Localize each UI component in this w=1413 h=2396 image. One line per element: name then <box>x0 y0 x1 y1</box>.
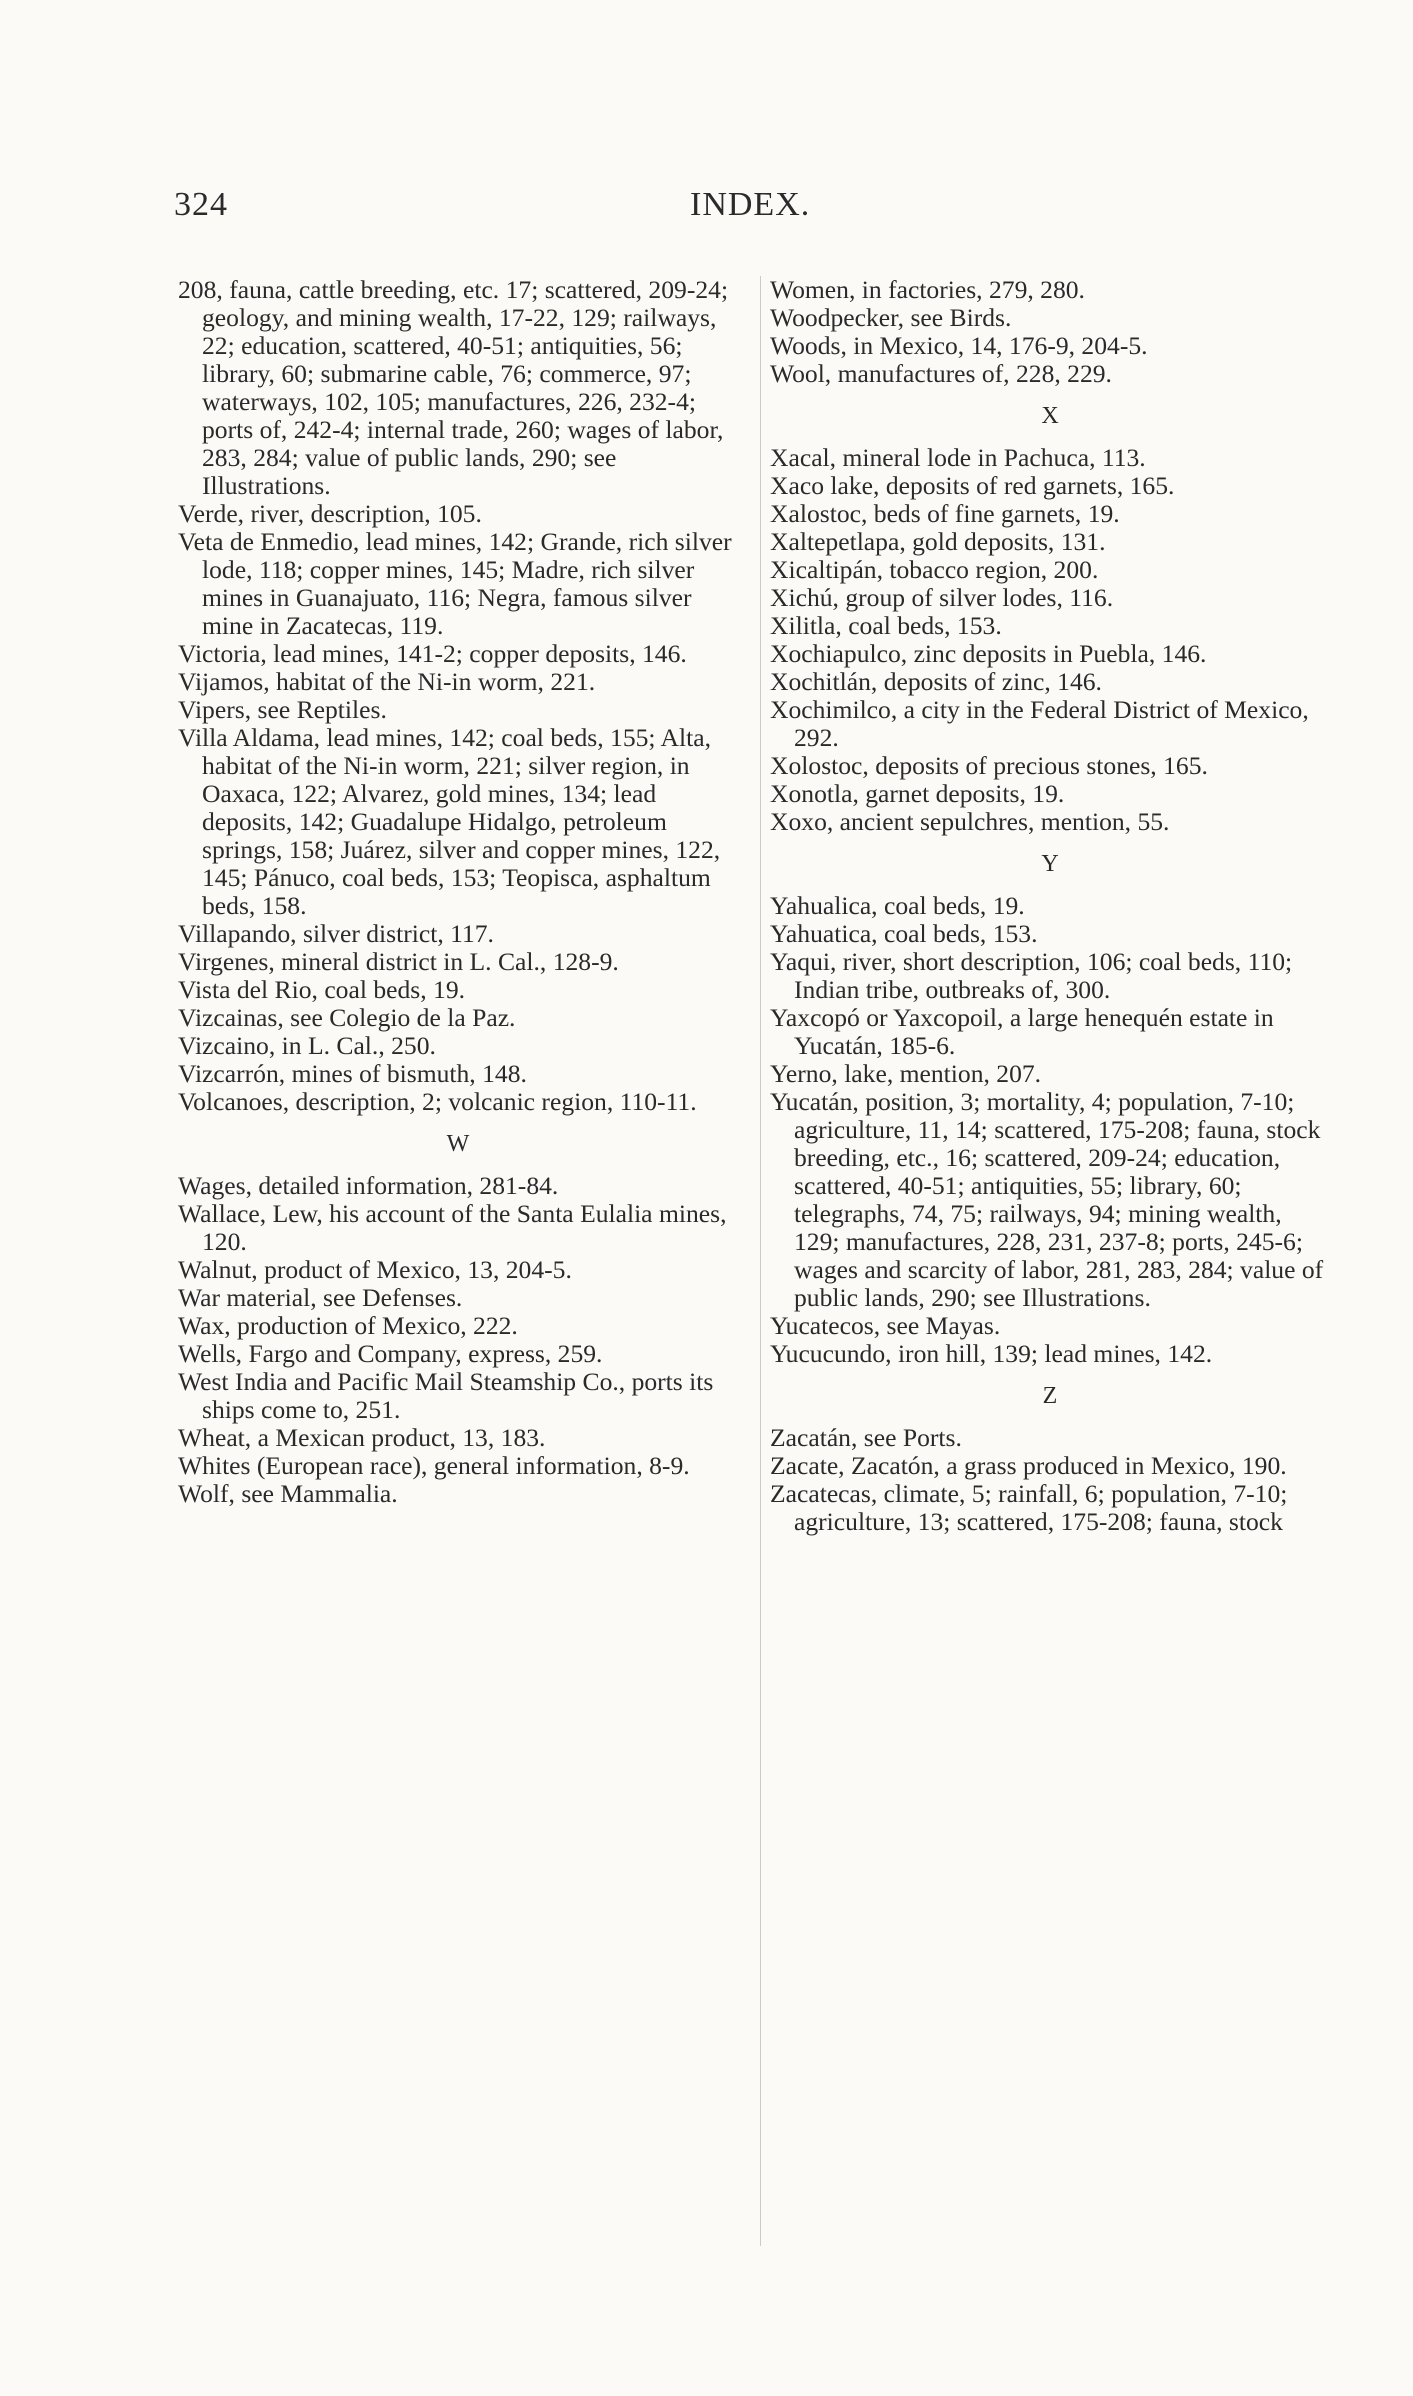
index-entry: West India and Pacific Mail Steamship Co., ports its ships come to, 251. <box>178 1367 714 1424</box>
column-divider <box>760 276 761 2246</box>
page-title: INDEX. <box>690 186 811 223</box>
index-entry: Virgenes, mineral district in L. Cal., 128-9. <box>178 947 619 976</box>
index-entry: Women, in factories, 279, 280. <box>770 275 1085 304</box>
index-entry: Walnut, product of Mexico, 13, 204-5. <box>178 1255 572 1284</box>
index-entry: 208, fauna, cattle breeding, etc. 17; scattered, 209-24; geology, and mining wealth, 17-22, 129; railways, 22; education, scattered, 40-51; antiquities, 56; library, 60; submarine cable, 76; commerce, 97; waterways, 102, 105; manufactures, 226, 232-4; ports of, 242-4; internal trade, 260; wages of labor, 283, 284; value of public lands, 290; see Illustrations. <box>178 275 729 500</box>
index-entry: Xonotla, garnet deposits, 19. <box>770 779 1065 808</box>
index-entry: Xolostoc, deposits of precious stones, 165. <box>770 751 1208 780</box>
index-entry: Xaltepetlapa, gold deposits, 131. <box>770 527 1106 556</box>
index-entry: Xoxo, ancient sepulchres, mention, 55. <box>770 807 1170 836</box>
index-entry: Xilitla, coal beds, 153. <box>770 611 1002 640</box>
index-entry: Wheat, a Mexican product, 13, 183. <box>178 1423 546 1452</box>
index-entry: Volcanoes, description, 2; volcanic region, 110-11. <box>178 1087 697 1116</box>
index-entry: Woodpecker, see Birds. <box>770 303 1012 332</box>
index-entry: Zacate, Zacatón, a grass produced in Mexico, 190. <box>770 1451 1287 1480</box>
index-entry: Vizcainas, see Colegio de la Paz. <box>178 1003 516 1032</box>
index-entry: Xochimilco, a city in the Federal District of Mexico, 292. <box>770 695 1309 752</box>
section-letter: W <box>446 1131 470 1157</box>
section-letter: X <box>1041 403 1059 429</box>
index-entry: Xalostoc, beds of fine garnets, 19. <box>770 499 1120 528</box>
index-entry: Vizcaino, in L. Cal., 250. <box>178 1031 436 1060</box>
index-entry: Yucatecos, see Mayas. <box>770 1311 1001 1340</box>
index-entry: Wallace, Lew, his account of the Santa Eulalia mines, 120. <box>178 1199 727 1256</box>
index-entry: Yucatán, position, 3; mortality, 4; population, 7-10; agriculture, 11, 14; scattered, 175-208; fauna, stock breeding, etc., 16; scattered, 209-24; education, scattered, 40-51; antiquities, 55; library, 60; telegraphs, 74, 75; railways, 94; mining wealth, 129; manufactures, 228, 231, 237-8; ports, 245-6; wages and scarcity of labor, 281, 283, 284; value of public lands, 290; see Illustrations. <box>770 1087 1324 1312</box>
index-entry: Verde, river, description, 105. <box>178 499 482 528</box>
index-entry: Xicaltipán, tobacco region, 200. <box>770 555 1099 584</box>
index-entry: Xochiapulco, zinc deposits in Puebla, 146. <box>770 639 1207 668</box>
index-entry: Zacatán, see Ports. <box>770 1423 962 1452</box>
index-entry: Vijamos, habitat of the Ni-in worm, 221. <box>178 667 596 696</box>
index-entry: Xacal, mineral lode in Pachuca, 113. <box>770 443 1146 472</box>
index-entry: Xichú, group of silver lodes, 116. <box>770 583 1114 612</box>
index-entry: Yahuatica, coal beds, 153. <box>770 919 1038 948</box>
index-entry: Vista del Rio, coal beds, 19. <box>178 975 466 1004</box>
index-entry: Wells, Fargo and Company, express, 259. <box>178 1339 603 1368</box>
index-entry: Wolf, see Mammalia. <box>178 1479 398 1508</box>
index-entry: Yerno, lake, mention, 207. <box>770 1059 1042 1088</box>
index-entry: Villa Aldama, lead mines, 142; coal beds, 155; Alta, habitat of the Ni-in worm, 221; silver region, in Oaxaca, 122; Alvarez, gold mines, 134; lead deposits, 142; Guadalupe Hidalgo, petroleum springs, 158; Juárez, silver and copper mines, 122, 145; Pánuco, coal beds, 153; Teopisca, asphaltum beds, 158. <box>178 723 721 920</box>
index-entry: Xochitlán, deposits of zinc, 146. <box>770 667 1102 696</box>
index-entry: War material, see Defenses. <box>178 1283 463 1312</box>
index-entry: Yahualica, coal beds, 19. <box>770 891 1025 920</box>
index-entry: Yaqui, river, short description, 106; coal beds, 110; Indian tribe, outbreaks of, 300. <box>770 947 1293 1004</box>
index-entry: Wages, detailed information, 281-84. <box>178 1171 559 1200</box>
index-entry: Veta de Enmedio, lead mines, 142; Grande, rich silver lode, 118; copper mines, 145; Madre, rich silver mines in Guanajuato, 116; Negra, famous silver mine in Zacatecas, 119. <box>178 527 732 640</box>
index-entry: Yaxcopó or Yaxcopoil, a large henequén estate in Yucatán, 185-6. <box>770 1003 1274 1060</box>
index-entry: Zacatecas, climate, 5; rainfall, 6; population, 7-10; agriculture, 13; scattered, 175-208; fauna, stock <box>770 1479 1288 1536</box>
left-column <box>178 276 738 1508</box>
index-entry: Wax, production of Mexico, 222. <box>178 1311 518 1340</box>
index-entry: Yucucundo, iron hill, 139; lead mines, 142. <box>770 1339 1213 1368</box>
index-entry: Whites (European race), general information, 8-9. <box>178 1451 690 1480</box>
index-entry: Villapando, silver district, 117. <box>178 919 494 948</box>
section-letter: Y <box>1041 851 1059 877</box>
index-entry: Vipers, see Reptiles. <box>178 695 387 724</box>
page-number: 324 <box>174 186 228 223</box>
page-header <box>174 186 1329 226</box>
index-entry: Wool, manufactures of, 228, 229. <box>770 359 1112 388</box>
index-entry: Vizcarrón, mines of bismuth, 148. <box>178 1059 527 1088</box>
index-entry: Victoria, lead mines, 141-2; copper deposits, 146. <box>178 639 687 668</box>
index-entry: Woods, in Mexico, 14, 176-9, 204-5. <box>770 331 1148 360</box>
index-entry: Xaco lake, deposits of red garnets, 165. <box>770 471 1175 500</box>
section-letter: Z <box>1042 1383 1058 1409</box>
right-column <box>770 276 1330 1536</box>
